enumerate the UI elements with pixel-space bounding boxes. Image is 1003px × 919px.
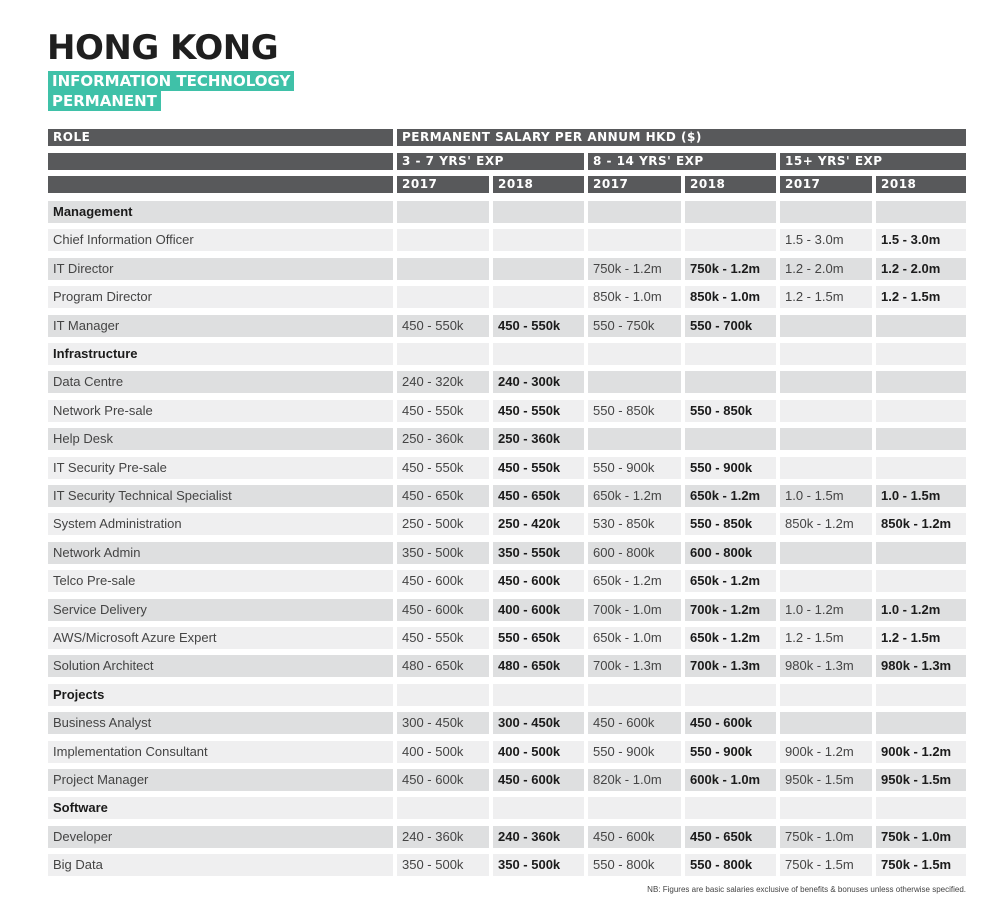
salary-header xyxy=(397,129,966,146)
year-label: 2017 xyxy=(785,177,821,191)
year-header-6 xyxy=(876,176,966,193)
year-header-5 xyxy=(780,176,872,193)
salary-cell: 350 - 500k xyxy=(397,542,489,564)
salary-cell: 450 - 600k xyxy=(493,769,584,791)
salary-cell: 750k - 1.0m xyxy=(780,826,872,848)
salary-cell: 450 - 600k xyxy=(397,599,489,621)
salary-cell xyxy=(876,797,966,819)
salary-cell: 750k - 1.0m xyxy=(876,826,966,848)
salary-cell: 980k - 1.3m xyxy=(876,655,966,677)
salary-cell xyxy=(780,315,872,337)
salary-cell: 550 - 800k xyxy=(588,854,681,876)
salary-cell: 650k - 1.2m xyxy=(685,485,776,507)
salary-cell: 750k - 1.5m xyxy=(876,854,966,876)
exp-group-1 xyxy=(397,153,584,170)
salary-cell: 400 - 600k xyxy=(493,599,584,621)
role-cell: Implementation Consultant xyxy=(48,741,393,763)
salary-cell: 750k - 1.2m xyxy=(588,258,681,280)
salary-cell: 450 - 550k xyxy=(493,315,584,337)
salary-cell: 1.0 - 1.5m xyxy=(780,485,872,507)
salary-cell xyxy=(685,684,776,706)
role-cell: Program Director xyxy=(48,286,393,308)
salary-cell: 350 - 500k xyxy=(397,854,489,876)
role-cell: Project Manager xyxy=(48,769,393,791)
role-cell: Chief Information Officer xyxy=(48,229,393,251)
salary-cell xyxy=(876,542,966,564)
salary-cell xyxy=(397,797,489,819)
salary-cell: 650k - 1.0m xyxy=(588,627,681,649)
role-cell: IT Manager xyxy=(48,315,393,337)
salary-cell: 400 - 500k xyxy=(397,741,489,763)
exp-group-3-label: 15+ YRS' EXP xyxy=(785,154,883,168)
salary-cell: 650k - 1.2m xyxy=(685,627,776,649)
salary-cell xyxy=(493,286,584,308)
role-cell: Help Desk xyxy=(48,428,393,450)
salary-cell: 450 - 550k xyxy=(397,400,489,422)
salary-cell: 1.2 - 2.0m xyxy=(876,258,966,280)
salary-header-label: PERMANENT SALARY PER ANNUM HKD ($) xyxy=(402,130,702,144)
page-title: HONG KONG xyxy=(47,28,279,68)
salary-cell xyxy=(588,229,681,251)
salary-cell: 240 - 320k xyxy=(397,371,489,393)
year-header-1 xyxy=(397,176,489,193)
salary-cell: 750k - 1.5m xyxy=(780,854,872,876)
salary-cell: 450 - 600k xyxy=(588,712,681,734)
salary-cell xyxy=(588,371,681,393)
salary-cell: 300 - 450k xyxy=(493,712,584,734)
salary-cell: 480 - 650k xyxy=(493,655,584,677)
salary-cell: 650k - 1.2m xyxy=(685,570,776,592)
salary-cell: 550 - 900k xyxy=(685,457,776,479)
salary-cell xyxy=(876,570,966,592)
salary-cell: 550 - 800k xyxy=(685,854,776,876)
year-header-3 xyxy=(588,176,681,193)
category-heading: Projects xyxy=(48,684,393,706)
role-cell: Service Delivery xyxy=(48,599,393,621)
salary-cell: 550 - 650k xyxy=(493,627,584,649)
salary-cell xyxy=(876,457,966,479)
salary-cell: 450 - 550k xyxy=(397,627,489,649)
exp-group-2 xyxy=(588,153,776,170)
year-label: 2017 xyxy=(402,177,438,191)
salary-cell xyxy=(685,229,776,251)
salary-cell: 1.2 - 1.5m xyxy=(876,286,966,308)
salary-cell: 950k - 1.5m xyxy=(780,769,872,791)
salary-cell: 850k - 1.0m xyxy=(588,286,681,308)
salary-cell xyxy=(493,201,584,223)
role-cell: IT Security Pre-sale xyxy=(48,457,393,479)
salary-cell: 820k - 1.0m xyxy=(588,769,681,791)
salary-cell xyxy=(685,201,776,223)
salary-cell: 350 - 550k xyxy=(493,542,584,564)
salary-cell: 480 - 650k xyxy=(397,655,489,677)
role-cell: Big Data xyxy=(48,854,393,876)
salary-cell: 1.0 - 1.2m xyxy=(876,599,966,621)
category-heading: Software xyxy=(48,797,393,819)
role-header-spacer xyxy=(48,153,393,170)
salary-cell xyxy=(876,428,966,450)
salary-cell xyxy=(588,343,681,365)
salary-cell xyxy=(397,258,489,280)
salary-cell: 600 - 800k xyxy=(588,542,681,564)
year-label: 2018 xyxy=(498,177,534,191)
salary-cell xyxy=(397,343,489,365)
subtitle-badge-sector: INFORMATION TECHNOLOGY xyxy=(48,71,294,91)
salary-cell: 1.2 - 1.5m xyxy=(780,286,872,308)
salary-cell xyxy=(780,201,872,223)
salary-cell xyxy=(876,400,966,422)
salary-cell xyxy=(397,684,489,706)
year-header-4 xyxy=(685,176,776,193)
exp-group-3 xyxy=(780,153,966,170)
footnote: NB: Figures are basic salaries exclusive of benefits & bonuses unless otherwise specified. xyxy=(647,885,966,894)
salary-cell xyxy=(780,343,872,365)
role-cell: AWS/Microsoft Azure Expert xyxy=(48,627,393,649)
role-cell: IT Security Technical Specialist xyxy=(48,485,393,507)
salary-cell: 550 - 750k xyxy=(588,315,681,337)
salary-cell: 550 - 900k xyxy=(588,741,681,763)
salary-cell xyxy=(588,428,681,450)
salary-cell: 1.5 - 3.0m xyxy=(780,229,872,251)
salary-cell: 250 - 420k xyxy=(493,513,584,535)
salary-cell: 450 - 650k xyxy=(685,826,776,848)
role-cell: IT Director xyxy=(48,258,393,280)
subtitle-badge-type: PERMANENT xyxy=(48,91,161,111)
exp-group-2-label: 8 - 14 YRS' EXP xyxy=(593,154,704,168)
salary-cell: 450 - 600k xyxy=(397,570,489,592)
year-label: 2018 xyxy=(881,177,917,191)
salary-cell: 350 - 500k xyxy=(493,854,584,876)
salary-cell xyxy=(493,684,584,706)
salary-cell xyxy=(493,797,584,819)
salary-cell: 240 - 360k xyxy=(397,826,489,848)
role-year-spacer xyxy=(48,176,393,193)
salary-cell xyxy=(685,797,776,819)
salary-cell: 700k - 1.3m xyxy=(685,655,776,677)
salary-cell: 250 - 360k xyxy=(397,428,489,450)
salary-cell xyxy=(588,684,681,706)
salary-cell xyxy=(397,286,489,308)
role-cell: Business Analyst xyxy=(48,712,393,734)
salary-cell: 530 - 850k xyxy=(588,513,681,535)
salary-cell xyxy=(493,343,584,365)
salary-cell xyxy=(780,400,872,422)
salary-cell: 950k - 1.5m xyxy=(876,769,966,791)
role-cell: Network Admin xyxy=(48,542,393,564)
salary-cell: 980k - 1.3m xyxy=(780,655,872,677)
salary-cell xyxy=(588,797,681,819)
salary-cell: 1.5 - 3.0m xyxy=(876,229,966,251)
salary-cell: 240 - 360k xyxy=(493,826,584,848)
salary-cell: 850k - 1.2m xyxy=(780,513,872,535)
salary-cell xyxy=(685,371,776,393)
salary-cell: 900k - 1.2m xyxy=(780,741,872,763)
salary-cell: 250 - 360k xyxy=(493,428,584,450)
salary-cell: 700k - 1.3m xyxy=(588,655,681,677)
salary-cell: 650k - 1.2m xyxy=(588,485,681,507)
salary-cell xyxy=(876,201,966,223)
salary-cell xyxy=(876,684,966,706)
role-cell: Telco Pre-sale xyxy=(48,570,393,592)
salary-cell: 450 - 550k xyxy=(493,457,584,479)
salary-cell xyxy=(588,201,681,223)
salary-cell xyxy=(493,229,584,251)
salary-cell: 550 - 850k xyxy=(685,400,776,422)
salary-cell xyxy=(493,258,584,280)
salary-cell: 650k - 1.2m xyxy=(588,570,681,592)
salary-cell xyxy=(780,712,872,734)
salary-cell xyxy=(780,684,872,706)
salary-cell: 1.0 - 1.2m xyxy=(780,599,872,621)
salary-cell: 450 - 600k xyxy=(685,712,776,734)
salary-cell xyxy=(876,371,966,393)
salary-cell xyxy=(685,343,776,365)
salary-cell: 850k - 1.0m xyxy=(685,286,776,308)
salary-cell: 1.0 - 1.5m xyxy=(876,485,966,507)
salary-cell: 450 - 550k xyxy=(397,457,489,479)
salary-cell: 450 - 650k xyxy=(493,485,584,507)
salary-cell: 550 - 900k xyxy=(588,457,681,479)
salary-cell: 1.2 - 2.0m xyxy=(780,258,872,280)
salary-cell: 250 - 500k xyxy=(397,513,489,535)
salary-cell: 450 - 550k xyxy=(397,315,489,337)
exp-group-1-label: 3 - 7 YRS' EXP xyxy=(402,154,504,168)
salary-cell xyxy=(397,229,489,251)
role-cell: Solution Architect xyxy=(48,655,393,677)
salary-cell: 900k - 1.2m xyxy=(876,741,966,763)
salary-cell: 600 - 800k xyxy=(685,542,776,564)
role-header xyxy=(48,129,393,146)
salary-cell: 700k - 1.2m xyxy=(685,599,776,621)
salary-cell xyxy=(685,428,776,450)
salary-cell xyxy=(397,201,489,223)
category-heading: Infrastructure xyxy=(48,343,393,365)
salary-cell: 400 - 500k xyxy=(493,741,584,763)
role-cell: Network Pre-sale xyxy=(48,400,393,422)
salary-cell: 1.2 - 1.5m xyxy=(780,627,872,649)
salary-cell: 450 - 550k xyxy=(493,400,584,422)
salary-cell: 550 - 700k xyxy=(685,315,776,337)
salary-cell: 450 - 600k xyxy=(588,826,681,848)
salary-cell xyxy=(876,712,966,734)
salary-cell xyxy=(780,570,872,592)
salary-cell: 240 - 300k xyxy=(493,371,584,393)
salary-cell: 450 - 600k xyxy=(397,769,489,791)
salary-cell xyxy=(780,542,872,564)
role-cell: System Administration xyxy=(48,513,393,535)
salary-cell: 450 - 600k xyxy=(493,570,584,592)
salary-cell: 300 - 450k xyxy=(397,712,489,734)
salary-cell: 550 - 850k xyxy=(588,400,681,422)
salary-cell: 1.2 - 1.5m xyxy=(876,627,966,649)
role-cell: Developer xyxy=(48,826,393,848)
salary-cell xyxy=(876,315,966,337)
role-cell: Data Centre xyxy=(48,371,393,393)
year-label: 2017 xyxy=(593,177,629,191)
salary-cell xyxy=(780,428,872,450)
salary-cell xyxy=(780,371,872,393)
year-label: 2018 xyxy=(690,177,726,191)
category-heading: Management xyxy=(48,201,393,223)
salary-cell: 550 - 850k xyxy=(685,513,776,535)
salary-cell xyxy=(780,457,872,479)
salary-cell: 450 - 650k xyxy=(397,485,489,507)
salary-cell xyxy=(876,343,966,365)
salary-cell: 600k - 1.0m xyxy=(685,769,776,791)
salary-cell: 700k - 1.0m xyxy=(588,599,681,621)
role-header-label: ROLE xyxy=(53,130,91,144)
year-header-2 xyxy=(493,176,584,193)
salary-cell: 550 - 900k xyxy=(685,741,776,763)
salary-cell: 850k - 1.2m xyxy=(876,513,966,535)
salary-cell xyxy=(780,797,872,819)
salary-cell: 750k - 1.2m xyxy=(685,258,776,280)
